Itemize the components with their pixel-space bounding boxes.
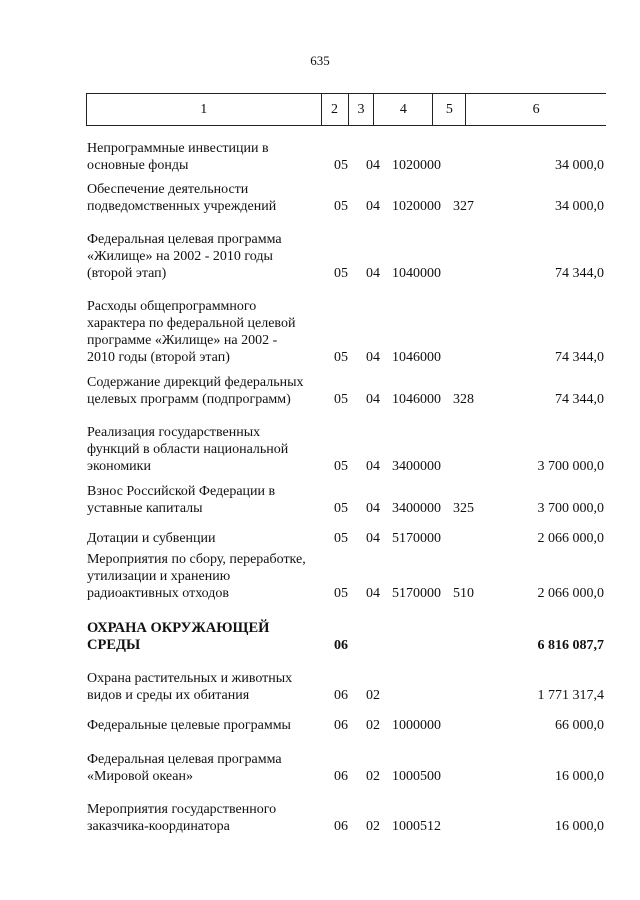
row-description bbox=[87, 181, 327, 215]
description-line: Мероприятия государственного bbox=[87, 802, 277, 817]
page-number: 635 bbox=[310, 53, 330, 68]
row-description bbox=[87, 620, 327, 654]
description-line: Взнос Российской Федерации в bbox=[87, 484, 276, 499]
cell-c3: 04 bbox=[366, 158, 380, 173]
cell-c2: 05 bbox=[334, 350, 348, 365]
description-line: «Жилище» на 2002 - 2010 годы bbox=[87, 249, 273, 264]
cell-c3: 04 bbox=[366, 501, 380, 516]
table-row bbox=[0, 374, 640, 408]
description-line: Федеральные целевые программы bbox=[87, 718, 291, 733]
table-row bbox=[0, 424, 640, 475]
cell-c4: 5170000 bbox=[392, 531, 441, 546]
description-line: «Мировой океан» bbox=[87, 769, 193, 784]
row-description bbox=[87, 298, 327, 366]
row-description bbox=[87, 717, 327, 734]
header-col-4: 4 bbox=[374, 94, 433, 125]
table-row bbox=[0, 751, 640, 785]
cell-c5: 510 bbox=[453, 586, 474, 601]
cell-c6: 66 000,0 bbox=[555, 718, 604, 733]
description-line: Мероприятия по сбору, переработке, bbox=[87, 552, 306, 567]
cell-c2: 06 bbox=[334, 638, 348, 653]
cell-c2: 06 bbox=[334, 819, 348, 834]
cell-c4: 3400000 bbox=[392, 501, 441, 516]
description-line: подведомственных учреждений bbox=[87, 199, 277, 214]
cell-c4: 5170000 bbox=[392, 586, 441, 601]
table-row bbox=[0, 717, 640, 734]
row-description bbox=[87, 374, 327, 408]
description-line: ОХРАНА ОКРУЖАЮЩЕЙ bbox=[87, 620, 270, 636]
cell-c5: 325 bbox=[453, 501, 474, 516]
description-line: уставные капиталы bbox=[87, 501, 203, 516]
table-row bbox=[0, 801, 640, 835]
cell-c6: 74 344,0 bbox=[555, 266, 604, 281]
description-line: характера по федеральной целевой bbox=[87, 316, 296, 331]
row-description bbox=[87, 751, 327, 785]
cell-c2: 05 bbox=[334, 199, 348, 214]
cell-c2: 06 bbox=[334, 718, 348, 733]
description-line: Охрана растительных и животных bbox=[87, 671, 293, 686]
cell-c6: 34 000,0 bbox=[555, 158, 604, 173]
cell-c6: 3 700 000,0 bbox=[537, 501, 604, 516]
cell-c6: 16 000,0 bbox=[555, 819, 604, 834]
cell-c3: 04 bbox=[366, 350, 380, 365]
description-line: основные фонды bbox=[87, 158, 189, 173]
cell-c4: 1040000 bbox=[392, 266, 441, 281]
cell-c3: 04 bbox=[366, 199, 380, 214]
cell-c6: 1 771 317,4 bbox=[537, 688, 604, 703]
row-description bbox=[87, 801, 327, 835]
table-row bbox=[0, 231, 640, 282]
cell-c6: 34 000,0 bbox=[555, 199, 604, 214]
cell-c4: 3400000 bbox=[392, 459, 441, 474]
cell-c2: 05 bbox=[334, 266, 348, 281]
description-line: видов и среды их обитания bbox=[87, 688, 250, 703]
description-line: целевых программ (подпрограмм) bbox=[87, 392, 291, 407]
header-col-1: 1 bbox=[87, 94, 322, 125]
cell-c6: 74 344,0 bbox=[555, 350, 604, 365]
description-line: функций в области национальной bbox=[87, 442, 289, 457]
description-line: радиоактивных отходов bbox=[87, 586, 230, 601]
row-description bbox=[87, 231, 327, 282]
description-line: Расходы общепрограммного bbox=[87, 299, 257, 314]
cell-c3: 04 bbox=[366, 266, 380, 281]
row-description bbox=[87, 140, 327, 174]
description-line: Федеральная целевая программа bbox=[87, 232, 282, 247]
table-row bbox=[0, 140, 640, 174]
cell-c5: 328 bbox=[453, 392, 474, 407]
cell-c4: 1046000 bbox=[392, 392, 441, 407]
cell-c3: 02 bbox=[366, 688, 380, 703]
header-col-6: 6 bbox=[532, 102, 540, 117]
cell-c4: 1020000 bbox=[392, 158, 441, 173]
cell-c6: 2 066 000,0 bbox=[537, 586, 604, 601]
cell-c3: 04 bbox=[366, 586, 380, 601]
description-line: Дотации и субвенции bbox=[87, 531, 216, 546]
cell-c5: 327 bbox=[453, 199, 474, 214]
cell-c6: 74 344,0 bbox=[555, 392, 604, 407]
table-row bbox=[0, 298, 640, 366]
cell-c4: 1000500 bbox=[392, 769, 441, 784]
cell-c4: 1000512 bbox=[392, 819, 441, 834]
table-row bbox=[0, 670, 640, 704]
cell-c2: 05 bbox=[334, 501, 348, 516]
table-row bbox=[0, 181, 640, 215]
header-col-3: 3 bbox=[349, 94, 375, 125]
row-description bbox=[87, 670, 327, 704]
description-line: заказчика-координатора bbox=[87, 819, 230, 834]
description-line: Обеспечение деятельности bbox=[87, 182, 249, 197]
cell-c3: 02 bbox=[366, 769, 380, 784]
table-row bbox=[0, 620, 640, 654]
row-description bbox=[87, 483, 327, 517]
description-line: Реализация государственных bbox=[87, 425, 261, 440]
description-line: (второй этап) bbox=[87, 266, 167, 281]
cell-c6: 2 066 000,0 bbox=[537, 531, 604, 546]
row-description bbox=[87, 530, 327, 547]
cell-c2: 05 bbox=[334, 459, 348, 474]
cell-c3: 04 bbox=[366, 392, 380, 407]
description-line: утилизации и хранению bbox=[87, 569, 231, 584]
table-row bbox=[0, 483, 640, 517]
cell-c2: 06 bbox=[334, 688, 348, 703]
cell-c2: 06 bbox=[334, 769, 348, 784]
cell-c3: 04 bbox=[366, 531, 380, 546]
cell-c2: 05 bbox=[334, 586, 348, 601]
header-col-5: 5 bbox=[433, 94, 466, 125]
description-line: Содержание дирекций федеральных bbox=[87, 375, 304, 390]
description-line: Федеральная целевая программа bbox=[87, 752, 282, 767]
table-row bbox=[0, 551, 640, 602]
cell-c4: 1046000 bbox=[392, 350, 441, 365]
cell-c4: 1000000 bbox=[392, 718, 441, 733]
cell-c2: 05 bbox=[334, 531, 348, 546]
description-line: 2010 годы (второй этап) bbox=[87, 350, 230, 365]
cell-c3: 02 bbox=[366, 819, 380, 834]
cell-c3: 04 bbox=[366, 459, 380, 474]
description-line: экономики bbox=[87, 459, 151, 474]
cell-c6: 6 816 087,7 bbox=[537, 638, 604, 653]
row-description bbox=[87, 424, 327, 475]
cell-c6: 3 700 000,0 bbox=[537, 459, 604, 474]
description-line: Непрограммные инвестиции в bbox=[87, 141, 269, 156]
cell-c2: 05 bbox=[334, 158, 348, 173]
header-col-2: 2 bbox=[322, 94, 349, 125]
table-row bbox=[0, 530, 640, 547]
row-description bbox=[87, 551, 327, 602]
cell-c6: 16 000,0 bbox=[555, 769, 604, 784]
cell-c4: 1020000 bbox=[392, 199, 441, 214]
cell-c3: 02 bbox=[366, 718, 380, 733]
cell-c2: 05 bbox=[334, 392, 348, 407]
description-line: программе «Жилище» на 2002 - bbox=[87, 333, 278, 348]
description-line: СРЕДЫ bbox=[87, 637, 141, 653]
